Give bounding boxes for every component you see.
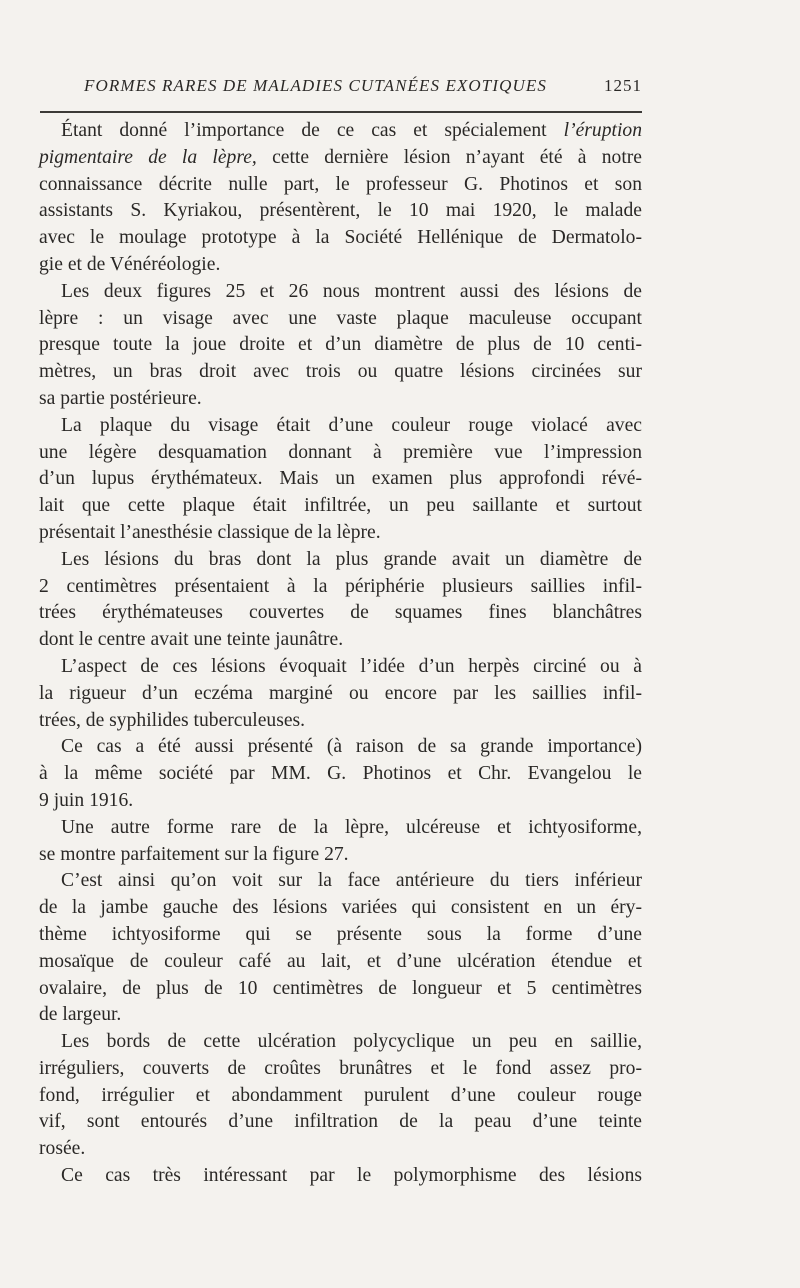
text-run: mètres, un bras droit avec trois ou quatre lésions circinées sur <box>39 361 642 383</box>
text-line <box>39 788 642 815</box>
paragraph <box>39 654 642 734</box>
paragraph <box>39 815 642 869</box>
text-run: vif, sont entourés d’une infiltration de la peau d’une teinte <box>39 1111 642 1133</box>
text-line <box>39 252 642 279</box>
text-line <box>39 118 642 145</box>
paragraph <box>39 547 642 654</box>
text-line <box>39 413 642 440</box>
paragraph <box>39 1029 642 1163</box>
text-run: C’est ainsi qu’on voit sur la face antérieure du tiers inférieur <box>61 870 642 892</box>
text-line <box>39 708 642 735</box>
text-run: Les bords de cette ulcération polycyclique un peu en saillie, <box>61 1031 642 1053</box>
text-run: se montre parfaitement sur la figure 27. <box>39 843 349 865</box>
text-line <box>39 976 642 1003</box>
text-line <box>39 332 642 359</box>
text-run: Une autre forme rare de la lèpre, ulcéreuse et ichtyosiforme, <box>61 816 642 838</box>
text-line <box>39 172 642 199</box>
text-line <box>39 842 642 869</box>
italic-text: pigmentaire de la lèpre, <box>39 146 257 168</box>
text-run: L’aspect de ces lésions évoquait l’idée d’un herpès circiné ou à <box>61 655 642 677</box>
text-run: à la même société par MM. G. Photinos et Chr. Evangelou le <box>39 763 642 785</box>
body-text <box>39 118 642 1190</box>
running-head <box>40 76 642 104</box>
text-line <box>39 306 642 333</box>
text-run: d’un lupus érythémateux. Mais un examen plus approfondi révé- <box>39 468 642 490</box>
text-run: dont le centre avait une teinte jaunâtre. <box>39 629 344 651</box>
text-run: présentait l’anesthésie classique de la lèpre. <box>39 521 381 543</box>
text-line <box>39 574 642 601</box>
paragraph <box>39 868 642 1029</box>
text-line <box>39 1109 642 1136</box>
text-run: rosée. <box>39 1138 86 1160</box>
header-rule <box>40 111 642 113</box>
text-line <box>39 627 642 654</box>
text-line <box>39 440 642 467</box>
text-run: Ce cas très intéressant par le polymorphisme des lésions <box>61 1165 642 1187</box>
text-run: sa partie postérieure. <box>39 387 202 409</box>
text-run: avec le moulage prototype à la Société Hellénique de Dermatolo- <box>39 227 642 249</box>
text-run: ovalaire, de plus de 10 centimètres de longueur et 5 centimètres <box>39 977 642 999</box>
text-line <box>39 815 642 842</box>
page-number: 1251 <box>604 76 642 95</box>
text-run: mosaïque de couleur café au lait, et d’une ulcération étendue et <box>39 950 642 972</box>
text-line <box>39 386 642 413</box>
paragraph <box>39 118 642 279</box>
text-line <box>39 922 642 949</box>
text-run: thème ichtyosiforme qui se présente sous la forme d’une <box>39 923 642 945</box>
text-line <box>39 1029 642 1056</box>
text-line <box>39 1163 642 1190</box>
text-run: Étant donné l’importance de ce cas et spécialement <box>61 120 564 141</box>
text-line <box>39 145 642 172</box>
text-line <box>39 1002 642 1029</box>
paragraph <box>39 1163 642 1190</box>
text-run: 2 centimètres présentaient à la périphérie plusieurs saillies infil- <box>39 575 642 597</box>
text-run: fond, irrégulier et abondamment purulent d’une couleur rouge <box>39 1084 642 1106</box>
text-line <box>39 198 642 225</box>
text-line <box>39 681 642 708</box>
text-line <box>39 600 642 627</box>
text-run: de la jambe gauche des lésions variées qui consistent en un éry- <box>39 897 642 919</box>
text-line <box>39 949 642 976</box>
italic-text: l’éruption <box>563 120 642 141</box>
text-run: lait que cette plaque était infiltrée, un peu saillante et surtout <box>39 495 642 517</box>
paragraph <box>39 413 642 547</box>
text-line <box>39 895 642 922</box>
text-line <box>39 1083 642 1110</box>
text-line <box>39 1056 642 1083</box>
text-line <box>39 279 642 306</box>
text-run: assistants S. Kyriakou, présentèrent, le 10 mai 1920, le malade <box>39 200 642 222</box>
text-run: Les deux figures 25 et 26 nous montrent aussi des lésions de <box>61 280 642 302</box>
text-run: la rigueur d’un eczéma marginé ou encore par les saillies infil- <box>39 682 642 704</box>
text-run: trées érythémateuses couvertes de squames fines blanchâtres <box>39 602 642 624</box>
text-run: La plaque du visage était d’une couleur rouge violacé avec <box>61 414 642 436</box>
text-run: cette dernière lésion n’ayant été à notre <box>256 146 642 168</box>
text-line <box>39 359 642 386</box>
text-run: irréguliers, couverts de croûtes brunâtres et le fond assez pro- <box>39 1057 642 1079</box>
text-line <box>39 520 642 547</box>
text-line <box>39 761 642 788</box>
text-run: Ce cas a été aussi présenté (à raison de sa grande importance) <box>61 736 642 758</box>
text-line <box>39 466 642 493</box>
text-run: une légère desquamation donnant à première vue l’impression <box>39 441 642 463</box>
text-run: connaissance décrite nulle part, le professeur G. Photinos et son <box>39 173 642 195</box>
text-line <box>39 654 642 681</box>
paragraph <box>39 734 642 814</box>
text-run: trées, de syphilides tuberculeuses. <box>39 709 306 731</box>
text-run: lèpre : un visage avec une vaste plaque maculeuse occupant <box>39 307 642 329</box>
text-run: gie et de Vénéréologie. <box>39 253 221 275</box>
text-line <box>39 1136 642 1163</box>
text-line <box>39 493 642 520</box>
text-run: Les lésions du bras dont la plus grande avait un diamètre de <box>61 548 642 570</box>
text-line <box>39 868 642 895</box>
running-title: FORMES RARES DE MALADIES CUTANÉES EXOTIQUES <box>84 76 547 95</box>
text-run: presque toute la joue droite et d’un diamètre de plus de 10 centi- <box>39 334 642 356</box>
paragraph <box>39 279 642 413</box>
text-run: 9 juin 1916. <box>39 789 134 811</box>
text-line <box>39 734 642 761</box>
text-run: de largeur. <box>39 1004 122 1026</box>
text-line <box>39 547 642 574</box>
text-line <box>39 225 642 252</box>
